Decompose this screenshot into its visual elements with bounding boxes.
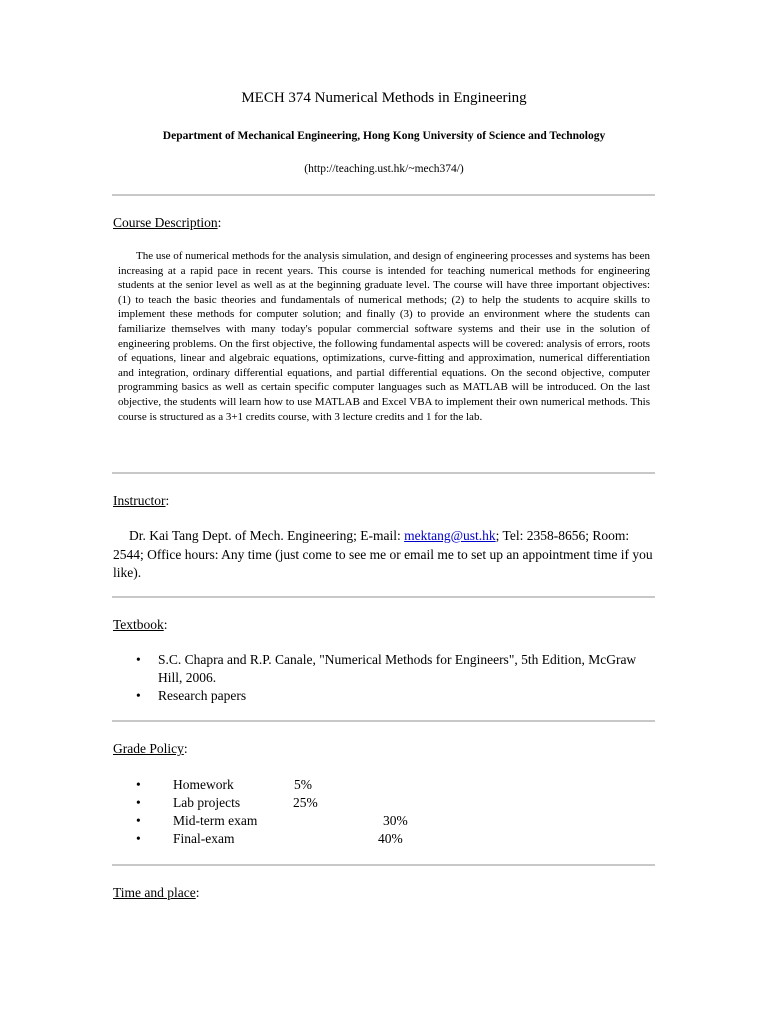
heading-text: Grade Policy — [113, 741, 184, 756]
grade-item-name: Lab projects — [173, 795, 241, 810]
grade-item-name: Homework — [173, 777, 234, 792]
heading-colon: : — [165, 493, 170, 508]
list-item — [113, 687, 658, 705]
grade-policy-heading — [113, 741, 188, 757]
heading-text: Time and place — [113, 885, 196, 900]
divider — [112, 472, 655, 474]
heading-text: Course Description — [113, 215, 218, 230]
heading-text: Textbook — [113, 617, 164, 632]
textbook-item-text: S.C. Chapra and R.P. Canale, "Numerical Methods for Engineers", 5th Edition, McGraw Hill, 2006. — [158, 652, 637, 685]
bullet-icon: • — [136, 777, 141, 792]
list-item — [113, 830, 658, 848]
heading-colon: : — [183, 741, 188, 756]
grade-item-value: 40% — [378, 831, 403, 846]
list-item — [113, 776, 658, 794]
course-url[interactable]: (http://teaching.ust.hk/~mech374/) — [304, 163, 464, 175]
course-description-text: The use of numerical methods for the analysis simulation, and design of engineering processes and systems has been increasing at a rapid pace in recent years. This course is intended for teaching numerical methods for engineering students at the senior level as well as at the beginning graduate level. The course will have three important objectives: (1) to teach the basic theories and fundamentals of numerical methods; (2) to help the students to acquire skills to implement these methods for computer solution; and finally (3) to provide an environment where the students can familiarize themselves with many today's popular commercial software systems and their use in the solution of engineering problems. On the first objective, the following fundamental aspects will be covered: analysis of errors, roots of equations, linear and algebraic equations, optimizations, curve-fitting and approximation, numerical differentiation and integration, ordinary differential equations, and partial differential equations. On the second objective, computer programming basics as well as certain specific computer languages such as MATLAB will be introduced. On the last objective, the students will learn how to use MATLAB and Excel VBA to implement their own numerical methods. This course is structured as a 3+1 credits course, with 3 lecture credits and 1 for the lab. — [118, 250, 650, 423]
divider — [112, 720, 655, 722]
heading-colon: : — [195, 885, 200, 900]
instructor-text-before: Dr. Kai Tang Dept. of Mech. Engineering; E-mail: — [129, 528, 405, 543]
textbook-list — [113, 651, 658, 705]
list-item — [113, 794, 658, 812]
course-description-heading — [113, 215, 221, 231]
instructor-heading — [113, 493, 169, 509]
divider — [112, 194, 655, 196]
bullet-icon: • — [136, 688, 141, 703]
heading-text: Instructor — [113, 493, 166, 508]
instructor-info — [113, 527, 653, 583]
divider — [112, 864, 655, 866]
time-place-heading — [113, 885, 200, 901]
textbook-item-text: Research papers — [158, 688, 247, 703]
instructor-email-link[interactable]: mektang@ust.hk — [404, 528, 496, 543]
list-item — [113, 812, 658, 830]
bullet-icon: • — [136, 795, 141, 810]
list-item — [113, 651, 658, 687]
grade-item-name: Mid-term exam — [173, 813, 258, 828]
divider — [112, 596, 655, 598]
heading-colon: : — [217, 215, 222, 230]
instructor-text-after: ; Tel: 2358-8656; Room: 2544; Office hours: Any time (just come to see me or email me to set up an appointment time if you like). — [113, 528, 653, 580]
grade-item-value: 30% — [383, 813, 408, 828]
bullet-icon: • — [136, 813, 141, 828]
course-title: MECH 374 Numerical Methods in Engineering — [241, 90, 527, 106]
department-line: Department of Mechanical Engineering, Hong Kong University of Science and Technology — [162, 130, 606, 142]
bullet-icon: • — [136, 831, 141, 846]
heading-colon: : — [163, 617, 168, 632]
grade-list — [113, 776, 658, 848]
bullet-icon: • — [136, 652, 141, 667]
textbook-heading — [113, 617, 168, 633]
grade-item-value: 25% — [293, 795, 318, 810]
grade-item-name: Final-exam — [173, 831, 235, 846]
grade-item-value: 5% — [294, 777, 312, 792]
